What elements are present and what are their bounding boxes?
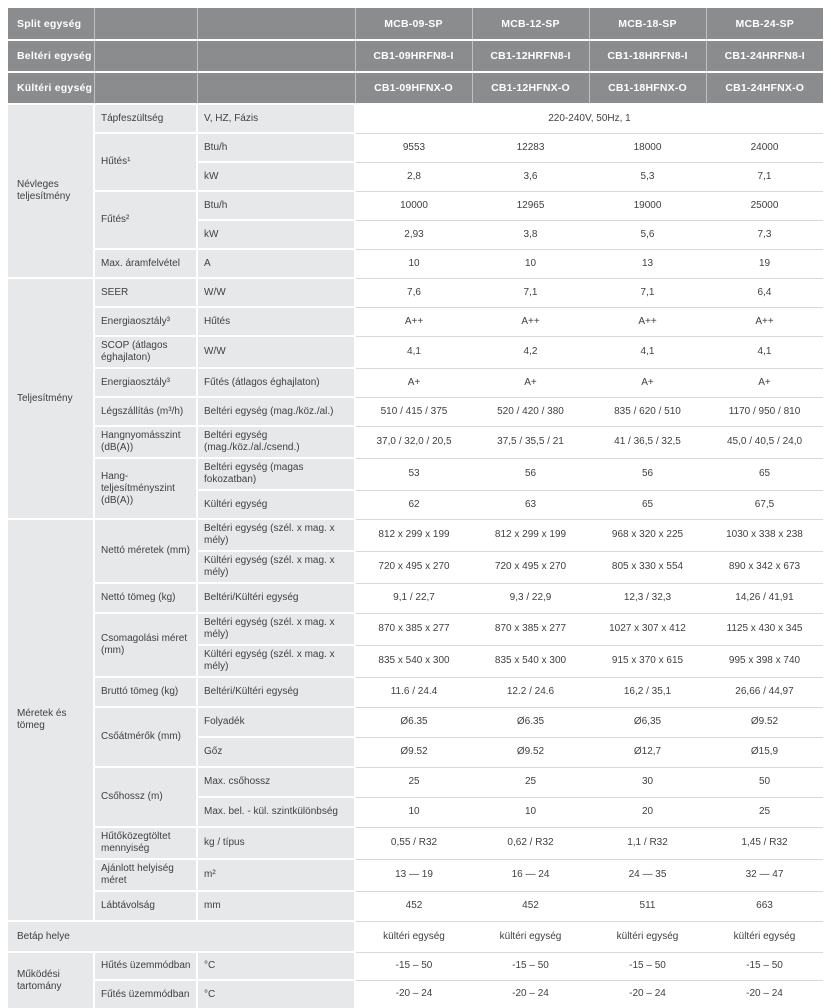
spec-value: 1170 / 950 / 810 xyxy=(706,397,823,426)
param-label: Bruttó tömeg (kg) xyxy=(94,677,197,707)
spec-value: Ø6.35 xyxy=(472,707,589,737)
header-row xyxy=(8,72,823,104)
spec-value: -15 – 50 xyxy=(589,952,706,980)
spec-value: 12283 xyxy=(472,133,589,162)
header-row-label: Kültéri egység xyxy=(8,72,355,104)
spec-value: Ø15,9 xyxy=(706,737,823,767)
unit-label: Beltéri egység (szél. x mag. x mély) xyxy=(197,519,355,551)
unit-label: Kültéri egység (szél. x mag. x mély) xyxy=(197,551,355,583)
spec-value: 20 xyxy=(589,797,706,827)
spec-value: 37,0 / 32,0 / 20,5 xyxy=(355,426,472,458)
spec-value: 835 x 540 x 300 xyxy=(355,645,472,677)
spec-value: 1027 x 307 x 412 xyxy=(589,613,706,645)
param-label: Hűtőközegtöltet mennyiség xyxy=(94,827,197,859)
spec-table-header xyxy=(8,8,823,104)
spec-value: 9553 xyxy=(355,133,472,162)
spec-value: 663 xyxy=(706,891,823,921)
spec-value: 835 / 620 / 510 xyxy=(589,397,706,426)
spec-value: 41 / 36,5 / 32,5 xyxy=(589,426,706,458)
spec-value: Ø12,7 xyxy=(589,737,706,767)
spec-value: 7,1 xyxy=(472,278,589,307)
spec-value: 12965 xyxy=(472,191,589,220)
param-label: Légszállítás (m³/h) xyxy=(94,397,197,426)
category-cell: Teljesítmény xyxy=(8,278,94,519)
model-name: MCB-18-SP xyxy=(589,8,706,40)
spec-value: 2,93 xyxy=(355,220,472,249)
model-name: MCB-09-SP xyxy=(355,8,472,40)
unit-label: m² xyxy=(197,859,355,891)
param-label: Hűtés¹ xyxy=(94,133,197,191)
spec-value: 1125 x 430 x 345 xyxy=(706,613,823,645)
spec-value: 56 xyxy=(472,458,589,490)
unit-label: W/W xyxy=(197,336,355,368)
spec-value: 25 xyxy=(355,767,472,797)
category-cell: Működési tartomány xyxy=(8,952,94,1008)
spec-value: 805 x 330 x 554 xyxy=(589,551,706,583)
spec-value: 19 xyxy=(706,249,823,278)
table-row xyxy=(8,613,823,645)
header-row xyxy=(8,40,823,72)
param-label: Csőátmérők (mm) xyxy=(94,707,197,767)
spec-value: 511 xyxy=(589,891,706,921)
spec-value: 65 xyxy=(589,490,706,519)
spec-value: -15 – 50 xyxy=(355,952,472,980)
spec-value: 812 x 299 x 199 xyxy=(472,519,589,551)
spec-value: Ø6.35 xyxy=(355,707,472,737)
spec-value: Ø9.52 xyxy=(706,707,823,737)
unit-label: Btu/h xyxy=(197,133,355,162)
unit-label: °C xyxy=(197,980,355,1008)
spec-value: 1030 x 338 x 238 xyxy=(706,519,823,551)
model-name: CB1-18HRFN8-I xyxy=(589,40,706,72)
spec-value: 3,8 xyxy=(472,220,589,249)
spec-value: 26,66 / 44,97 xyxy=(706,677,823,707)
unit-label: Fűtés (átlagos éghajlaton) xyxy=(197,368,355,397)
spec-value: 24 — 35 xyxy=(589,859,706,891)
spec-value: 0,62 / R32 xyxy=(472,827,589,859)
spec-value: 995 x 398 x 740 xyxy=(706,645,823,677)
table-row xyxy=(8,980,823,1008)
table-row xyxy=(8,191,823,220)
table-row xyxy=(8,307,823,336)
spec-value: 62 xyxy=(355,490,472,519)
model-name: CB1-09HRFN8-I xyxy=(355,40,472,72)
spec-value: -20 – 24 xyxy=(589,980,706,1008)
spec-value: 10 xyxy=(472,797,589,827)
param-label: Csomagolási méret (mm) xyxy=(94,613,197,677)
spec-value: 510 / 415 / 375 xyxy=(355,397,472,426)
spec-value: 520 / 420 / 380 xyxy=(472,397,589,426)
unit-label: kW xyxy=(197,162,355,191)
unit-label: Gőz xyxy=(197,737,355,767)
unit-label: Beltéri/Kültéri egység xyxy=(197,677,355,707)
spec-value: 50 xyxy=(706,767,823,797)
unit-label: Folyadék xyxy=(197,707,355,737)
spec-value: 16 — 24 xyxy=(472,859,589,891)
model-name: CB1-09HFNX-O xyxy=(355,72,472,104)
spec-value: 9,3 / 22,9 xyxy=(472,583,589,613)
spec-value: A++ xyxy=(589,307,706,336)
category-cell: Betáp helye xyxy=(8,921,355,952)
header-row-label: Beltéri egység xyxy=(8,40,355,72)
model-name: CB1-24HRFN8-I xyxy=(706,40,823,72)
spec-value: 7,1 xyxy=(589,278,706,307)
spec-value: 63 xyxy=(472,490,589,519)
spec-value: 10 xyxy=(355,797,472,827)
spec-value: 56 xyxy=(589,458,706,490)
unit-label: V, HZ, Fázis xyxy=(197,104,355,133)
table-row xyxy=(8,278,823,307)
model-name: CB1-12HRFN8-I xyxy=(472,40,589,72)
category-cell: Névleges teljesítmény xyxy=(8,104,94,278)
spec-value: -20 – 24 xyxy=(706,980,823,1008)
spec-value: -15 – 50 xyxy=(706,952,823,980)
spec-value: 2,8 xyxy=(355,162,472,191)
header-row xyxy=(8,8,823,40)
spec-value: 835 x 540 x 300 xyxy=(472,645,589,677)
spec-value: 37,5 / 35,5 / 21 xyxy=(472,426,589,458)
spec-value: 7,6 xyxy=(355,278,472,307)
spec-value: 10 xyxy=(355,249,472,278)
spec-value: 4,1 xyxy=(589,336,706,368)
spec-value: 32 — 47 xyxy=(706,859,823,891)
spec-value: kültéri egység xyxy=(589,921,706,952)
spec-value: 6,4 xyxy=(706,278,823,307)
model-name: CB1-24HFNX-O xyxy=(706,72,823,104)
spec-value: kültéri egység xyxy=(706,921,823,952)
spec-value: Ø9.52 xyxy=(472,737,589,767)
spec-table-body xyxy=(8,104,823,1008)
spec-value: 53 xyxy=(355,458,472,490)
table-row xyxy=(8,133,823,162)
table-row xyxy=(8,397,823,426)
param-label: Fűtés üzemmódban xyxy=(94,980,197,1008)
table-row xyxy=(8,827,823,859)
spec-value: 13 xyxy=(589,249,706,278)
unit-label: Beltéri egység (mag./köz./al.) xyxy=(197,397,355,426)
spec-value: 67,5 xyxy=(706,490,823,519)
header-row-label: Split egység xyxy=(8,8,355,40)
table-row xyxy=(8,583,823,613)
spec-value: 1,1 / R32 xyxy=(589,827,706,859)
spec-value: 5,6 xyxy=(589,220,706,249)
unit-label: Beltéri egység (mag./köz./al./csend.) xyxy=(197,426,355,458)
spec-value: -20 – 24 xyxy=(472,980,589,1008)
spec-value: 11.6 / 24.4 xyxy=(355,677,472,707)
unit-label: A xyxy=(197,249,355,278)
param-label: SEER xyxy=(94,278,197,307)
model-name: CB1-12HFNX-O xyxy=(472,72,589,104)
spec-value: 4,2 xyxy=(472,336,589,368)
spec-value: 870 x 385 x 277 xyxy=(472,613,589,645)
param-label: SCOP (átlagos éghajlaton) xyxy=(94,336,197,368)
spec-value: 968 x 320 x 225 xyxy=(589,519,706,551)
table-row xyxy=(8,677,823,707)
unit-label: kW xyxy=(197,220,355,249)
category-cell: Méretek és tömeg xyxy=(8,519,94,921)
param-label: Tápfeszültség xyxy=(94,104,197,133)
spec-value: A+ xyxy=(706,368,823,397)
table-row xyxy=(8,921,823,952)
unit-label: kg / típus xyxy=(197,827,355,859)
unit-label: Max. csőhossz xyxy=(197,767,355,797)
spec-value: 18000 xyxy=(589,133,706,162)
spec-value: 10000 xyxy=(355,191,472,220)
table-row xyxy=(8,519,823,551)
spec-value: A++ xyxy=(355,307,472,336)
model-name: CB1-18HFNX-O xyxy=(589,72,706,104)
spec-value: 7,1 xyxy=(706,162,823,191)
spec-table xyxy=(8,8,823,1008)
spec-value: kültéri egység xyxy=(355,921,472,952)
model-name: MCB-24-SP xyxy=(706,8,823,40)
unit-label: Beltéri egység (szél. x mag. x mély) xyxy=(197,613,355,645)
spec-value: 25000 xyxy=(706,191,823,220)
spec-value: kültéri egység xyxy=(472,921,589,952)
unit-label: W/W xyxy=(197,278,355,307)
spec-value: 720 x 495 x 270 xyxy=(355,551,472,583)
spec-value: 65 xyxy=(706,458,823,490)
spec-value: 890 x 342 x 673 xyxy=(706,551,823,583)
param-label: Max. áramfelvétel xyxy=(94,249,197,278)
spec-value: 452 xyxy=(472,891,589,921)
spec-value: A+ xyxy=(472,368,589,397)
table-row xyxy=(8,707,823,737)
param-label: Ajánlott helyiség méret xyxy=(94,859,197,891)
table-row xyxy=(8,426,823,458)
spec-value: 14,26 / 41,91 xyxy=(706,583,823,613)
param-label: Energiaosztály³ xyxy=(94,307,197,336)
unit-label: mm xyxy=(197,891,355,921)
spec-value: 13 — 19 xyxy=(355,859,472,891)
param-label: Hangnyomásszint (dB(A)) xyxy=(94,426,197,458)
spec-value: -20 – 24 xyxy=(355,980,472,1008)
spec-value: 7,3 xyxy=(706,220,823,249)
table-row xyxy=(8,952,823,980)
spec-value: A++ xyxy=(706,307,823,336)
spec-value: 19000 xyxy=(589,191,706,220)
spec-value: 12.2 / 24.6 xyxy=(472,677,589,707)
spec-value: 720 x 495 x 270 xyxy=(472,551,589,583)
table-row xyxy=(8,458,823,490)
param-label: Energiaosztály³ xyxy=(94,368,197,397)
spec-value: 452 xyxy=(355,891,472,921)
spec-value: A+ xyxy=(589,368,706,397)
table-row xyxy=(8,368,823,397)
spec-value: -15 – 50 xyxy=(472,952,589,980)
spec-value: 915 x 370 x 615 xyxy=(589,645,706,677)
spec-value: 16,2 / 35,1 xyxy=(589,677,706,707)
spec-value: Ø6,35 xyxy=(589,707,706,737)
spec-value: 0,55 / R32 xyxy=(355,827,472,859)
spec-value: 12,3 / 32,3 xyxy=(589,583,706,613)
table-row xyxy=(8,891,823,921)
param-label: Nettó méretek (mm) xyxy=(94,519,197,583)
param-label: Hűtés üzemmódban xyxy=(94,952,197,980)
unit-label: Kültéri egység (szél. x mag. x mély) xyxy=(197,645,355,677)
spec-value: 3,6 xyxy=(472,162,589,191)
unit-label: Hűtés xyxy=(197,307,355,336)
table-row xyxy=(8,859,823,891)
unit-label: Max. bel. - kül. szintkülönbség xyxy=(197,797,355,827)
table-row xyxy=(8,767,823,797)
spec-value: 45,0 / 40,5 / 24,0 xyxy=(706,426,823,458)
spec-value: A+ xyxy=(355,368,472,397)
unit-label: °C xyxy=(197,952,355,980)
table-row xyxy=(8,249,823,278)
param-label: Nettó tömeg (kg) xyxy=(94,583,197,613)
unit-label: Btu/h xyxy=(197,191,355,220)
spec-value-span: 220-240V, 50Hz, 1 xyxy=(355,104,823,133)
param-label: Csőhossz (m) xyxy=(94,767,197,827)
spec-value: 25 xyxy=(472,767,589,797)
spec-value: 24000 xyxy=(706,133,823,162)
unit-label: Beltéri/Kültéri egység xyxy=(197,583,355,613)
param-label: Fűtés² xyxy=(94,191,197,249)
spec-value: 5,3 xyxy=(589,162,706,191)
spec-value: 870 x 385 x 277 xyxy=(355,613,472,645)
param-label: Lábtávolság xyxy=(94,891,197,921)
spec-value: 1,45 / R32 xyxy=(706,827,823,859)
spec-value: 10 xyxy=(472,249,589,278)
spec-value: 4,1 xyxy=(706,336,823,368)
unit-label: Kültéri egység xyxy=(197,490,355,519)
unit-label: Beltéri egység (magas fokozatban) xyxy=(197,458,355,490)
spec-value: Ø9.52 xyxy=(355,737,472,767)
model-name: MCB-12-SP xyxy=(472,8,589,40)
table-row xyxy=(8,336,823,368)
spec-value: 4,1 xyxy=(355,336,472,368)
spec-value: A++ xyxy=(472,307,589,336)
spec-value: 30 xyxy=(589,767,706,797)
spec-value: 9,1 / 22,7 xyxy=(355,583,472,613)
spec-value: 25 xyxy=(706,797,823,827)
table-row xyxy=(8,104,823,133)
spec-value: 812 x 299 x 199 xyxy=(355,519,472,551)
param-label: Hang-teljesítményszint (dB(A)) xyxy=(94,458,197,519)
